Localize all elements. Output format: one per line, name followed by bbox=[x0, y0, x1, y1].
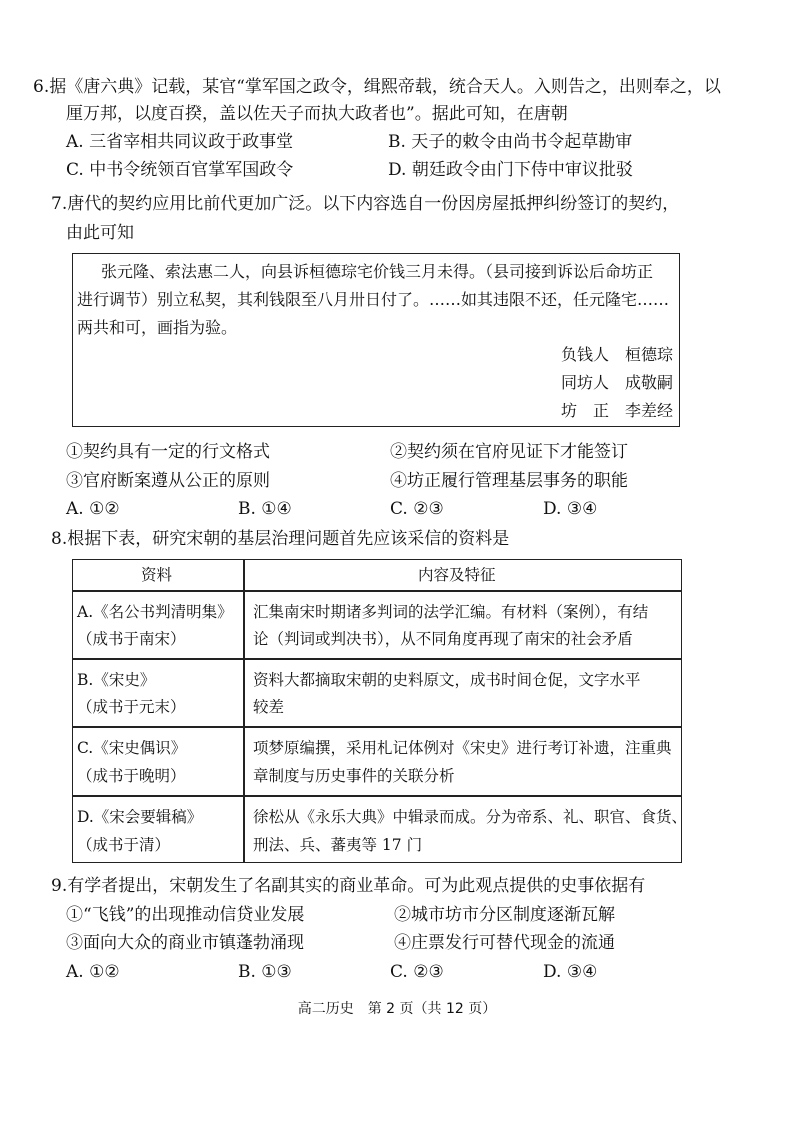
q9-item-1: ①“飞钱”的出现推动信贷业发展 bbox=[66, 905, 305, 925]
row-b-desc-1: 资料大都摘取宋朝的史料原文，成书时间仓促，文字水平 bbox=[253, 671, 641, 689]
q7-item-4: ④坊正履行管理基层事务的职能 bbox=[390, 471, 628, 491]
q7-stem-line-1: 7.唐代的契约应用比前代更加广泛。以下内容选自一份因房屋抵押纠纷签订的契约， bbox=[51, 194, 680, 214]
row-d-desc-1: 徐松从《永乐大典》中辑录而成。分为帝系、礼、职官、食货、 bbox=[253, 808, 688, 826]
row-d-source: D.《宋会要辑稿》 bbox=[77, 808, 203, 826]
q7-choice-c: C. ②③ bbox=[390, 499, 444, 519]
table-row-divider bbox=[73, 658, 681, 660]
table-header-content: 内容及特征 bbox=[418, 566, 496, 584]
row-b-source: B.《宋史》 bbox=[77, 671, 156, 689]
table-row-divider bbox=[73, 590, 681, 592]
q8-stem: 8.根据下表，研究宋朝的基层治理问题首先应该采信的资料是 bbox=[51, 529, 510, 549]
q6-stem-line-2: 厘万邦，以度百揆，盖以佐天子而执大政者也”。据此可知，在唐朝 bbox=[66, 104, 568, 124]
q6-option-d: D. 朝廷政令由门下侍中审议批驳 bbox=[388, 160, 633, 180]
q7-item-2: ②契约须在官府见证下才能签订 bbox=[390, 442, 628, 462]
q6-option-a: A. 三省宰相共同议政于政事堂 bbox=[66, 132, 294, 152]
q9-choice-c: C. ②③ bbox=[390, 962, 444, 982]
row-d-desc-2: 刑法、兵、蕃夷等 17 门 bbox=[253, 836, 423, 854]
contract-signature-debtor: 负钱人 桓德琮 bbox=[561, 345, 674, 364]
row-a-desc-1: 汇集南宋时期诸多判词的法学汇编。有材料（案例），有结 bbox=[253, 603, 649, 621]
q7-choice-b: B. ①④ bbox=[238, 499, 292, 519]
row-c-desc-2: 章制度与历史事件的关联分析 bbox=[253, 767, 455, 785]
row-a-desc-2: 论（判词或判决书），从不同角度再现了南宋的社会矛盾 bbox=[253, 630, 633, 648]
contract-line-3: 两共和可，画指为验。 bbox=[77, 318, 238, 337]
table-row-divider bbox=[73, 795, 681, 797]
row-d-date: （成书于清） bbox=[77, 836, 171, 854]
q9-stem: 9.有学者提出，宋朝发生了名副其实的商业革命。可为此观点提供的史事依据有 bbox=[51, 876, 646, 896]
table-column-divider bbox=[243, 560, 245, 862]
q7-stem-line-2: 由此可知 bbox=[66, 223, 134, 243]
q9-choice-b: B. ①③ bbox=[238, 962, 292, 982]
contract-signature-neighbor: 同坊人 成敬嗣 bbox=[561, 373, 674, 392]
row-c-source: C.《宋史偶识》 bbox=[77, 739, 187, 757]
q6-stem-line-1: 6.据《唐六典》记载，某官“掌军国之政令，缉熙帝载，统合天人。入则告之，出则奉之，以 bbox=[33, 77, 721, 97]
table-row-divider bbox=[73, 726, 681, 728]
q7-choice-d: D. ③④ bbox=[543, 499, 598, 519]
row-a-date: （成书于南宋） bbox=[77, 630, 186, 648]
q7-choice-a: A. ①② bbox=[66, 499, 120, 519]
contract-line-1: 张元隆、索法惠二人，向县诉桓德琮宅价钱三月未得。（县司接到诉讼后命坊正 bbox=[101, 262, 654, 281]
q9-choice-a: A. ①② bbox=[66, 962, 120, 982]
q9-item-4: ④庄票发行可替代现金的流通 bbox=[394, 933, 615, 953]
contract-excerpt-box bbox=[72, 253, 680, 427]
row-c-desc-1: 项梦原编撰，采用札记体例对《宋史》进行考订补遗，注重典 bbox=[253, 739, 672, 757]
sources-table bbox=[72, 559, 688, 863]
q9-item-3: ③面向大众的商业市镇蓬勃涌现 bbox=[66, 933, 304, 953]
row-a-source: A.《名公书判清明集》 bbox=[77, 603, 233, 621]
row-b-date: （成书于元末） bbox=[77, 698, 186, 716]
row-b-desc-2: 较差 bbox=[253, 698, 285, 716]
contract-signature-fangzheng: 坊 正 李差经 bbox=[561, 401, 674, 420]
q7-item-3: ③官府断案遵从公正的原则 bbox=[66, 471, 270, 491]
q9-item-2: ②城市坊市分区制度逐渐瓦解 bbox=[394, 905, 615, 925]
contract-line-2: 进行调节）别立私契，其利钱限至八月卅日付了。……如其违限不还，任元隆宅…… bbox=[77, 290, 670, 309]
q6-option-c: C. 中书令统领百官掌军国政令 bbox=[66, 160, 294, 180]
q6-option-b: B. 天子的敕令由尚书令起草勘审 bbox=[388, 132, 633, 152]
table-header-source: 资料 bbox=[141, 566, 173, 584]
q9-choice-d: D. ③④ bbox=[543, 962, 598, 982]
q7-item-1: ①契约具有一定的行文格式 bbox=[66, 442, 270, 462]
page-footer: 高二历史 第 2 页（共 12 页） bbox=[297, 1001, 497, 1017]
row-c-date: （成书于晚明） bbox=[77, 767, 186, 785]
